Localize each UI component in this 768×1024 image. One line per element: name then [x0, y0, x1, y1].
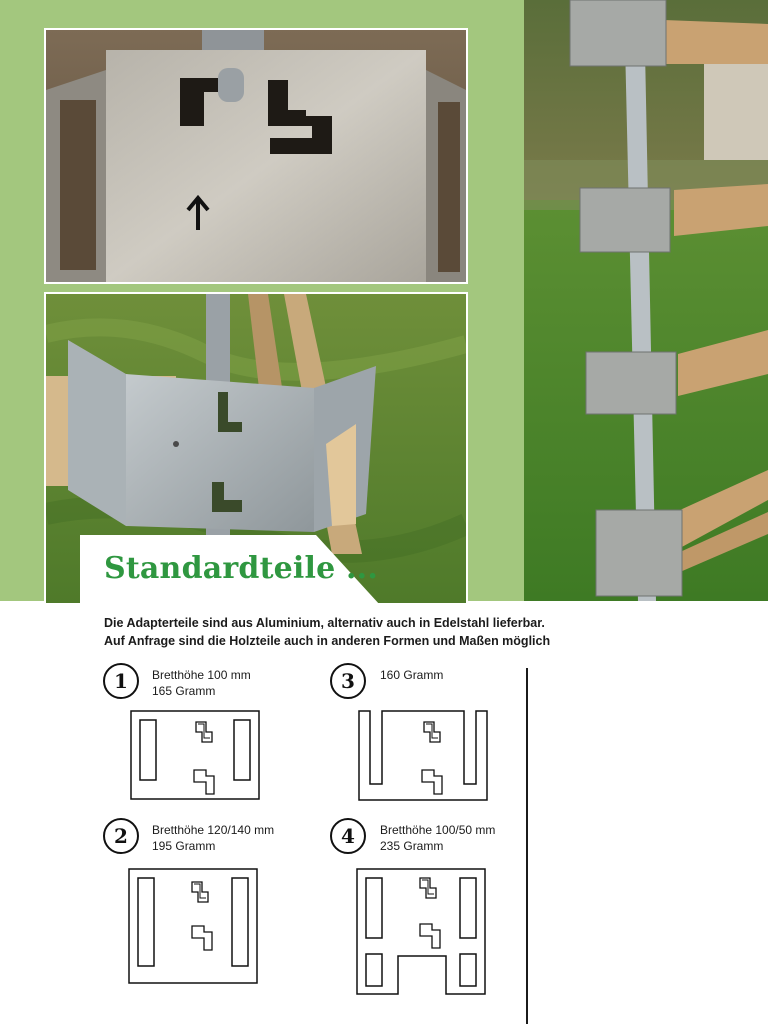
column-divider	[526, 668, 528, 1024]
item-2-board-height: Bretthöhe 120/140 mm	[152, 823, 275, 837]
item-2-adapter-diagram	[128, 868, 260, 986]
item-4-adapter-diagram	[356, 868, 488, 998]
item-1-weight: 165 Gramm	[152, 684, 216, 698]
item-3-weight: 160 Gramm	[380, 668, 444, 682]
item-2-number-badge: 2	[103, 818, 139, 854]
item-3-adapter-diagram	[358, 710, 490, 802]
intro-line-2: Auf Anfrage sind die Holzteile auch in anderen Formen und Maßen möglich	[104, 634, 551, 648]
item-2-specs	[152, 822, 274, 854]
item-4-number-badge: 4	[330, 818, 366, 854]
intro-line-1: Die Adapterteile sind aus Aluminium, alternativ auch in Edelstahl lieferbar.	[104, 616, 545, 630]
intro-text	[104, 614, 550, 650]
item-3-specs	[380, 667, 443, 683]
page-title: Standardteile ...	[104, 551, 378, 586]
title-banner	[80, 535, 380, 605]
item-4-weight: 235 Gramm	[380, 839, 444, 853]
item-1-specs	[152, 667, 251, 699]
item-4-specs	[380, 822, 495, 854]
item-2-weight: 195 Gramm	[152, 839, 216, 853]
fence-installation-photo	[524, 0, 768, 601]
item-1-board-height: Bretthöhe 100 mm	[152, 668, 251, 682]
item-1-adapter-diagram	[130, 710, 262, 802]
item-1-number-badge: 1	[103, 663, 139, 699]
item-3-number-badge: 3	[330, 663, 366, 699]
adapter-closeup-photo	[44, 28, 468, 284]
item-4-board-height: Bretthöhe 100/50 mm	[380, 823, 496, 837]
